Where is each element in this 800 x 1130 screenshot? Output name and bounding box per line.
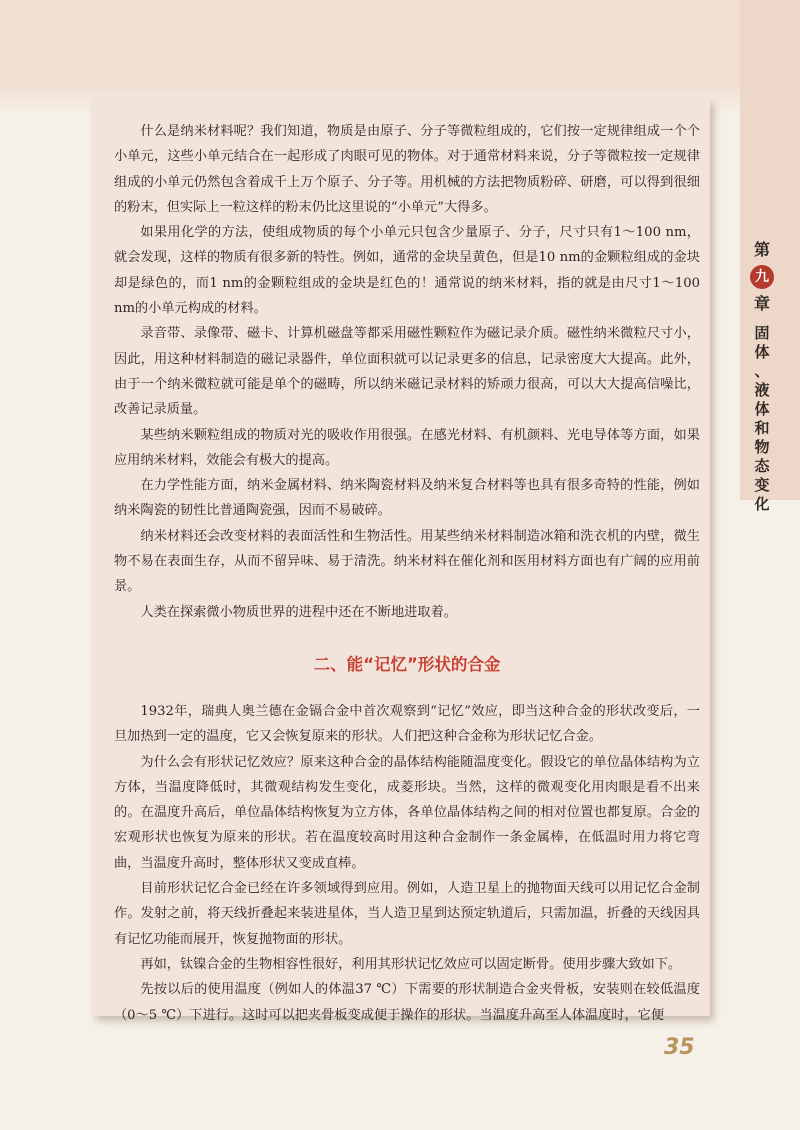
chapter-label: [742, 240, 782, 514]
chapter-suffix: 章: [753, 294, 770, 313]
chapter-prefix: 第: [753, 240, 770, 259]
chapter-title-char: 变: [754, 476, 770, 494]
top-color-band: [0, 0, 800, 85]
chapter-title-char: 化: [754, 495, 770, 513]
page-body: [114, 119, 700, 1028]
body-paragraph: 先按以后的使用温度（例如人的体温37 ℃）下需要的形状制造合金夹骨板，安装则在较低温度（0～5 ℃）下进行。这时可以把夹骨板变成便于操作的形状。当温度升高至人体温度时，它便: [114, 982, 700, 1023]
chapter-title-char: 、: [754, 362, 770, 380]
body-paragraph: 什么是纳米材料呢？我们知道，物质是由原子、分子等微粒组成的，它们按一定规律组成一个个小单元，这些小单元结合在一起形成了肉眼可见的物体。对于通常材料来说，分子等微粒按一定规律组成的小单元仍然包含着成千上万个原子、分子等。用机械的方法把物质粉碎、研磨，可以得到很细的粉末，但实际上一粒这样的粉末仍比这里说的“小单元”大得多。: [114, 124, 700, 215]
chapter-title-vertical: [742, 324, 782, 514]
body-paragraph: 某些纳米颗粒组成的物质对光的吸收作用很强。在感光材料、有机颜料、光电导体等方面，如果应用纳米材料，效能会有极大的提高。: [114, 427, 700, 468]
chapter-title-char: 体: [754, 343, 770, 361]
body-paragraph: 如果用化学的方法，使组成物质的每个小单元只包含少量原子、分子，尺寸只有1～100 nm，就会发现，这样的物质有很多新的特性。例如，通常的金块呈黄色，但是10 nm的金颗粒组成的金块却是绿色的，而1 nm的金颗粒组成的金块是红色的！通常说的纳米材料，指的就是由尺寸1～100 nm的小单元构成的材料。: [114, 225, 700, 317]
body-paragraph: 1932年，瑞典人奥兰德在金镉合金中首次观察到“记忆”效应，即当这种合金的形状改变后，一旦加热到一定的温度，它又会恢复原来的形状。人们把这种合金称为形状记忆合金。: [114, 703, 700, 745]
body-paragraph: 人类在探索微小物质世界的进程中还在不断地进取着。: [140, 604, 457, 620]
chapter-title-char: 体: [754, 400, 770, 418]
body-paragraph: 再如，钛镍合金的生物相容性很好，利用其形状记忆效应可以固定断骨。使用步骤大致如下。: [140, 956, 682, 972]
chapter-title-char: 态: [754, 457, 770, 475]
body-paragraph: 为什么会有形状记忆效应？原来这种合金的晶体结构能随温度变化。假设它的单位晶体结构为立方体，当温度降低时，其微观结构发生变化，成菱形块。当然，这样的微观变化用肉眼是看不出来的。在温度升高后，单位晶体结构恢复为立方体，各单位晶体结构之间的相对位置也都复原。合金的宏观形状也恢复为原来的形状。若在温度较高时用这种合金制作一条金属棒，在低温时用力将它弯曲，当温度升高时，整体形状又变成直棒。: [114, 754, 700, 871]
page-number: 35: [664, 1035, 695, 1060]
body-paragraph: 目前形状记忆合金已经在许多领域得到应用。例如，人造卫星上的抛物面天线可以用记忆合金制作。发射之前，将天线折叠起来装进星体，当人造卫星到达预定轨道后，只需加温，折叠的天线因具有记忆功能而展开，恢复抛物面的形状。: [114, 881, 700, 947]
body-paragraph: 在力学性能方面，纳米金属材料、纳米陶瓷材料及纳米复合材料等也具有很多奇特的性能，例如纳米陶瓷的韧性比普通陶瓷强，因而不易破碎。: [114, 478, 700, 519]
section-heading: 二、能“记忆”形状的合金: [313, 654, 501, 674]
body-paragraph: 录音带、录像带、磁卡、计算机磁盘等都采用磁性颗粒作为磁记录介质。磁性纳米微粒尺寸小，因此，用这种材料制造的磁记录器件，单位面积就可以记录更多的信息，记录密度大大提高。此外，由于一个纳米微粒就可能是单个的磁畴，所以纳米磁记录材料的矫顽力很高，可以大大提高信噪比，改善记录质量。: [114, 326, 700, 418]
chapter-number-badge: 九: [750, 265, 774, 289]
chapter-title-char: 固: [754, 324, 770, 342]
chapter-title-char: 物: [754, 438, 770, 456]
chapter-title-char: 液: [754, 381, 770, 399]
body-paragraph: 纳米材料还会改变材料的表面活性和生物活性。用某些纳米材料制造冰箱和洗衣机的内壁，微生物不易在表面生存，从而不留异味、易于清洗。纳米材料在催化剂和医用材料方面也有广阔的应用前景。: [114, 528, 700, 595]
chapter-title-char: 和: [754, 419, 770, 437]
